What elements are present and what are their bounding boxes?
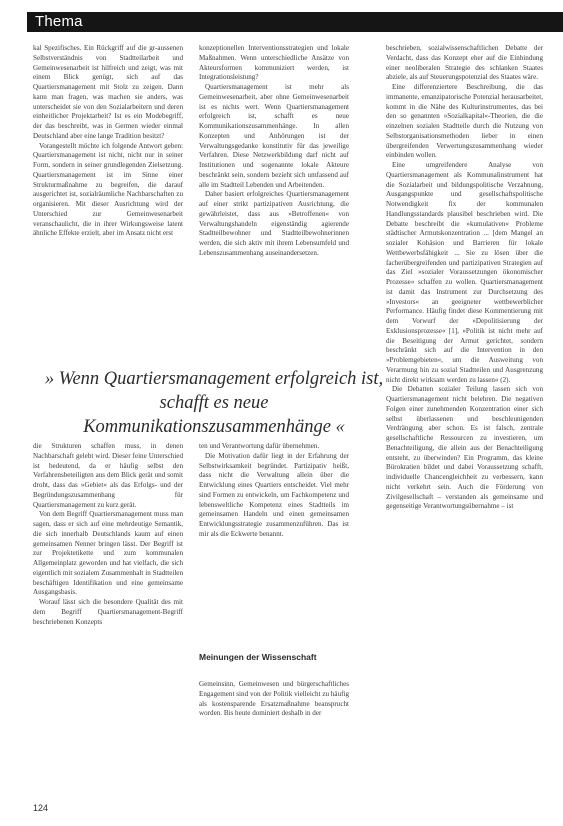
paragraph: die Strukturen schaffen muss, in denen Nachbarschaft gelebt wird. Dieser feine Unterschied ist bedeutend, da er häufig selbst den Verfahrensbeteiligten aus dem Blick gerät und somit droht, dass das »Gebiet« als das Erfolgs- und der Begründungszusammenhang für Quartiersmanagement zu kurz gerät.: [33, 442, 183, 509]
article-column-2-top: [199, 44, 349, 356]
paragraph: kal Spezifisches. Ein Rückgriff auf die gr-aussenen Selbstverständnis von Stadtteilarbeit und Gemeinwesenarbeit ist hilfreich und zeigt, was mit einem Blick genügt, sich auf das Quartiersmanagement mit Stolz zu zeigen. Dann kann man fragen, was machen sie anders, was unterscheidet sie von den Sozialarbeitern und deren einheitlicher Projektarbeit? Ist es ein Modebegriff, der das beschreibt, was in Germen wieder einmal Deutschland aber eine lange Tradition besitzt?: [33, 44, 183, 140]
paragraph: Die Debatten sozialer Teilung lassen sich von Quartiersmanagement nicht belehren. Die negativen Folgen einer zunehmenden Konzentration einer sich selbst überlassenen und beschleunigenden Verdrängung aber schon. Es ist falsch, zentrale gesellschaftliche Ressourcen zu investieren, um Benachteiligung, die allein aus der Benachteiligung entsteht, zu überwinden? Ein Programm, das kleine Bürokratien bildet und dabei Voraussetzung schafft, individuelle Chancengleichheit zu verbessern, kann nicht verkehrt sein. Auch die Förderung von Zivilgesellschaft – verstanden als gemeinsame und gegenseitige Verantwortungsübernahme – ist: [386, 385, 543, 511]
article-column-1-top: [33, 44, 183, 356]
article-column-2-lower: [199, 680, 349, 810]
paragraph: Gemeinsinn, Gemeinwesen und bürgerschaftliches Engagement sind von der Politik vielleicht zu häufig als kostensparende Ersatzmaßnahme beansprucht worden. Bis heute dominiert deshalb in der: [199, 680, 349, 718]
article-column-3: [386, 44, 543, 814]
paragraph: konzeptionellen Interventionsstrategien und lokale Maßnahmen. Wenn unterschiedliche Ansätze von Akteursformen kommuniziert werden, ist Integrationsleistung?: [199, 44, 349, 82]
article-column-1-bottom: [33, 442, 183, 807]
paragraph: Eine umgreifendere Analyse von Quartiersmanagement als Kommunalinstrument hat die Sozialarbeit und bildungspolitische Verzahnung, Ausgangspunkte und gesellschaftspolitische Notwendigkeit fix der kommunalen Handlungsstandards plausibel beschrieben wird. Die Debatte beschreibt die »kumulativen« Probleme städtischer Armutskonzentration ... [dem Mangel an sozialer Kohäsion und Barrieren für lokale Wettbewerbsfähigkeit ... Sie zu lösen über die facherübergreifenden und partizipativen Strategien auf das Ziel »sozialer Voraussetzungen ökonomischer Prozesse« schaffen zu wollen. Quartiersmanagement ist damit das Instrument zur Durchsetzung des »Investors« an geeigneter wettbewerblicher Performance. Häufig findet diese Kommentierung mit dem Vorwurf der »Depolitisierung der Exklusionsprozesse« [1], »Politik ist nicht mehr auf die Beseitigung der Armut gerichtet, sondern beschränkt sich auf die Intervention in den »Problemgebieten«, um die Ausweitung von Verarmung hin zu sozial Stadtteilen und Ausgrenzung nicht direkt wirksam werden zu lassen« (2).: [386, 161, 543, 384]
paragraph: Die Motivation dafür liegt in der Erfahrung der Selbstwirksamkeit begründet. Partizipativ heißt, dass nicht die Verwaltung allein über die Entwicklung eines Quartiers entscheidet. Viel mehr sind Formen zu entwickeln, um Fachkompetenz und lebensweltliche Kompetenz eines Stadtteils im gemeinsamen Handeln und einen gemeinsamen Entwicklungsstrategie zusammenzuführen. Das ist mir als die Eckwerte benannt.: [199, 451, 349, 538]
pull-quote: » Wenn Quartiersmanagement erfolgreich ist, schafft es neue Kommunikationszusammenhänge «: [44, 369, 384, 437]
paragraph: Daher basiert erfolgreiches Quartiersmanagement auf einer strikt partizipativen Ausrichtung, die gewährleistet, dass aus »Betroffenen« von Verwaltungshandeln eigenständig agierende Stadtteilbewohner und Stadtteilbewohnerinnen werden, die sich aktiv mit ihrem Lebensumfeld und Lebenszusammenhang auseinandersetzen.: [199, 190, 349, 257]
article-column-2-bottom: [199, 442, 349, 610]
page-number: 124: [33, 803, 49, 813]
paragraph: Worauf lässt sich die besondere Qualität des mit dem Begriff Quartiersmanagement-Begriff beschriebenen Konzepts: [33, 598, 183, 626]
paragraph: Von dem Begriff Quartiersmanagement muss man sagen, dass er sich auf eine mehrdeutige Semantik, die sich innerhalb Deutschlands kaum auf einen gemeinsamen Nenner bringen lässt. Der Begriff ist zur Projektetikette und zum kommunalen Allgemeinplatz geworden und hat vielfach, die sich eigentlich mit sozialem Zusammenhalt in Stadtteilen beschäftigen Identifikation und eine gemeinsame Ausgangsbasis.: [33, 510, 183, 597]
section-header-bar: [27, 12, 563, 32]
paragraph: beschrieben, sozialwissenschaftlichen Debatte der Verdacht, dass das Konzept eher auf die Einbindung einer neoliberalen Strategie des schlanken Staates abziele, als auf Steuerungspotenzial des Staates wäre.: [386, 44, 543, 82]
paragraph: Eine differenziertere Beschreibung, die das immanente, emanzipatorische Potenzial herausarbeitet, kommt in die Nähe des Kulturinstrumentes, das bei den so genannten »Sozialkapital«-Theorien, die die einzelnen sozialen Stadtteile durch die Nutzung von Selbstorganisationsmethoden lieber in einen übergreifenden Verwertungszusammenhang wieder einbinden wollen.: [386, 83, 543, 160]
section-subheading: Meinungen der Wissenschaft: [199, 652, 317, 662]
paragraph: ten und Verantwortung dafür übernehmen.: [199, 442, 320, 450]
paragraph: Vorangestellt möchte ich folgende Antwort geben: Quartiersmanagement ist nicht, nicht nur in seiner Form, sondern in seiner grundlegenden Zielsetzung. Quartiersmanagement ist im Sinne einer Strukturmaßnahme zu begreifen, die darauf ausgerichtet ist, sozialräumliche Nachbarschaften zu organisieren. Mit dieser Ausrichtung wird der Unterschied zur Gemeinwesenarbeit veranschaulicht, die in ihrer Wirkungsweise latent ähnliche Effekte erzielt, aber im Ansatz nicht erst: [33, 141, 183, 238]
section-label: Thema: [35, 13, 83, 30]
paragraph: Quartiersmanagement ist mehr als Gemeinwesenarbeit, aber ohne Gemeinwesenarbeit ist es nichts wert. Wenn Quartiersmanagement erfolgreich ist, schafft es neue Kommunikationszusammenhänge. In allen Konzepten und Anhörungen ist der Verwaltungsgedanke konstitutiv für das jeweilige Verfahren. Diese Netzwerkbildung darf nicht auf Institutionen und sogenannte lokale Akteure beschränkt sein, sondern bezieht sich umfassend auf alle im Stadtteil Lebenden und Arbeitenden.: [199, 83, 349, 189]
